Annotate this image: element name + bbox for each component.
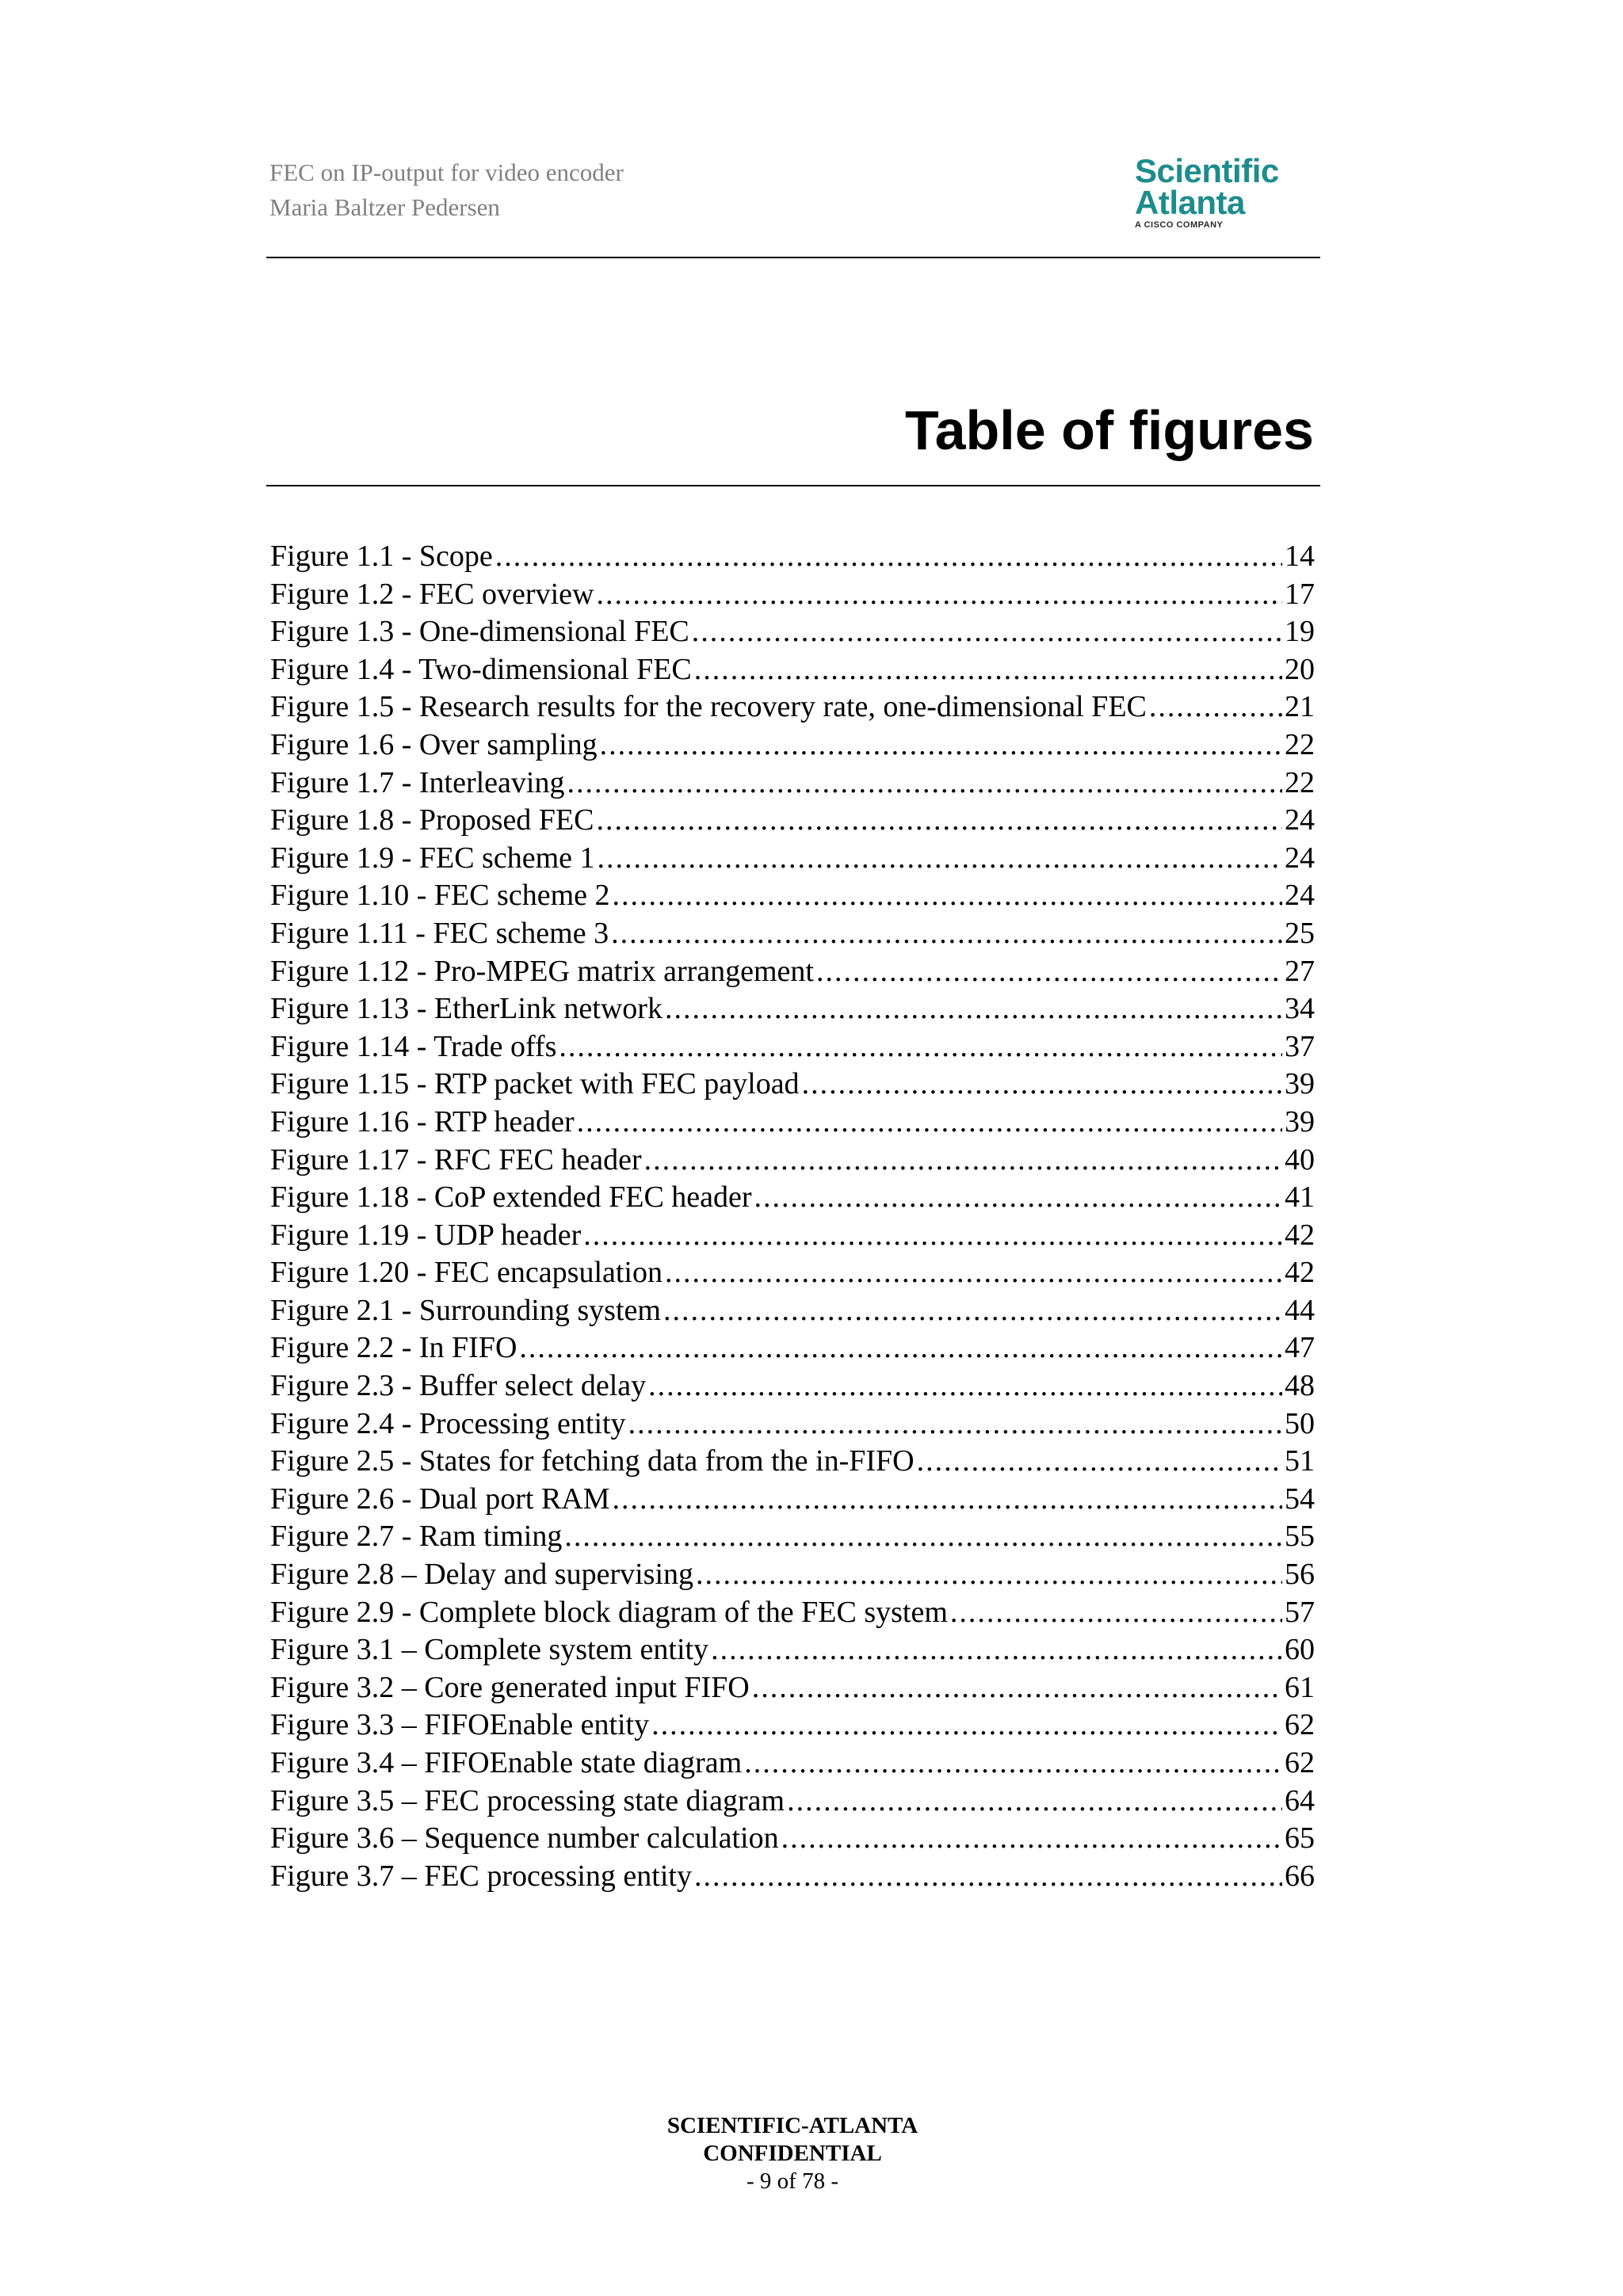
- toc-entry[interactable]: [270, 1518, 1315, 1556]
- toc-entry-label: Figure 3.6 – Sequence number calculation: [270, 1821, 779, 1855]
- toc-dot-leader: [787, 1783, 1282, 1821]
- toc-entry[interactable]: [270, 538, 1315, 576]
- toc-entry[interactable]: [270, 1669, 1315, 1707]
- page-title: Table of figures: [905, 399, 1314, 461]
- toc-entry-page-number: 22: [1285, 727, 1315, 761]
- toc-entry-page-number: 22: [1285, 765, 1315, 799]
- toc-dot-leader: [744, 1745, 1282, 1783]
- toc-entry-page-number: 65: [1285, 1821, 1315, 1855]
- toc-entry-label: Figure 2.4 - Processing entity: [270, 1406, 626, 1440]
- toc-entry-page-number: 56: [1285, 1558, 1315, 1592]
- toc-entry-page-number: 62: [1285, 1746, 1315, 1779]
- toc-entry-label: Figure 1.5 - Research results for the recovery rate, one-dimensional FEC: [270, 690, 1147, 724]
- toc-dot-leader: [665, 1254, 1282, 1292]
- toc-dot-leader: [559, 1028, 1282, 1066]
- toc-entry-label: Figure 3.5 – FEC processing state diagram: [270, 1783, 785, 1817]
- toc-dot-leader: [564, 1518, 1282, 1556]
- toc-entry[interactable]: [270, 1066, 1315, 1104]
- toc-entry-label: Figure 2.3 - Buffer select delay: [270, 1369, 647, 1403]
- toc-entry-label: Figure 3.4 – FIFOEnable state diagram: [270, 1746, 743, 1779]
- toc-entry-page-number: 20: [1285, 652, 1315, 686]
- toc-entry-page-number: 51: [1285, 1444, 1315, 1478]
- toc-entry[interactable]: [270, 1783, 1315, 1821]
- toc-entry-label: Figure 2.7 - Ram timing: [270, 1520, 563, 1554]
- logo-line-2: Atlanta: [1135, 184, 1245, 221]
- toc-dot-leader: [611, 915, 1282, 953]
- toc-entry-page-number: 54: [1285, 1482, 1315, 1516]
- toc-dot-leader: [917, 1443, 1282, 1481]
- toc-entry-page-number: 17: [1285, 577, 1315, 611]
- toc-dot-leader: [802, 1066, 1282, 1104]
- toc-dot-leader: [648, 1367, 1282, 1405]
- toc-dot-leader: [613, 877, 1282, 915]
- toc-dot-leader: [597, 802, 1283, 840]
- header-text: [269, 155, 624, 225]
- toc-dot-leader: [711, 1631, 1282, 1669]
- toc-entry[interactable]: [270, 765, 1315, 803]
- toc-entry-label: Figure 1.11 - FEC scheme 3: [270, 916, 609, 950]
- toc-entry-label: Figure 1.12 - Pro-MPEG matrix arrangement: [270, 954, 814, 988]
- toc-entry-label: Figure 3.2 – Core generated input FIFO: [270, 1670, 750, 1704]
- toc-dot-leader: [696, 1556, 1282, 1594]
- toc-entry[interactable]: [270, 576, 1315, 614]
- toc-entry[interactable]: [270, 1292, 1315, 1330]
- toc-entry-page-number: 61: [1285, 1670, 1315, 1704]
- toc-entry-page-number: 34: [1285, 992, 1315, 1026]
- toc-entry-page-number: 42: [1285, 1256, 1315, 1290]
- toc-entry[interactable]: [270, 1443, 1315, 1481]
- scientific-atlanta-logo: [1135, 152, 1317, 236]
- toc-entry-page-number: 48: [1285, 1369, 1315, 1403]
- toc-entry[interactable]: [270, 990, 1315, 1028]
- toc-entry-label: Figure 2.5 - States for fetching data from the in-FIFO: [270, 1444, 915, 1478]
- toc-entry-label: Figure 1.14 - Trade offs: [270, 1029, 557, 1063]
- toc-entry-label: Figure 1.17 - RFC FEC header: [270, 1142, 642, 1177]
- toc-entry-label: Figure 1.20 - FEC encapsulation: [270, 1256, 663, 1290]
- toc-entry-page-number: 19: [1285, 615, 1315, 649]
- table-of-figures-list: [270, 538, 1315, 1895]
- toc-entry[interactable]: [270, 877, 1315, 915]
- toc-entry-page-number: 40: [1285, 1142, 1315, 1177]
- author-name: Maria Baltzer Pedersen: [269, 193, 500, 221]
- page-header: [269, 152, 1317, 257]
- toc-entry-label: Figure 3.7 – FEC processing entity: [270, 1859, 692, 1893]
- toc-entry-page-number: 41: [1285, 1180, 1315, 1215]
- toc-dot-leader: [495, 538, 1282, 576]
- toc-entry-page-number: 25: [1285, 916, 1315, 950]
- toc-entry[interactable]: [270, 651, 1315, 689]
- toc-entry-page-number: 44: [1285, 1293, 1315, 1327]
- toc-entry[interactable]: [270, 840, 1315, 878]
- toc-entry-label: Figure 1.6 - Over sampling: [270, 727, 598, 761]
- toc-entry-label: Figure 2.6 - Dual port RAM: [270, 1482, 610, 1516]
- toc-dot-leader: [613, 1481, 1282, 1519]
- toc-dot-leader: [596, 576, 1282, 614]
- toc-entry[interactable]: [270, 1254, 1315, 1292]
- toc-entry[interactable]: [270, 915, 1315, 953]
- toc-dot-leader: [600, 727, 1282, 765]
- toc-entry-label: Figure 1.3 - One-dimensional FEC: [270, 615, 689, 649]
- toc-entry-page-number: 39: [1285, 1104, 1315, 1138]
- toc-entry-page-number: 57: [1285, 1595, 1315, 1629]
- toc-dot-leader: [598, 840, 1282, 878]
- toc-entry[interactable]: [270, 1820, 1315, 1858]
- toc-entry-page-number: 39: [1285, 1067, 1315, 1101]
- toc-entry-page-number: 66: [1285, 1859, 1315, 1893]
- toc-entry[interactable]: [270, 953, 1315, 991]
- footer-company: SCIENTIFIC-ATLANTA: [666, 2113, 918, 2138]
- toc-entry[interactable]: [270, 1594, 1315, 1632]
- toc-entry[interactable]: [270, 1631, 1315, 1669]
- toc-entry[interactable]: [270, 1104, 1315, 1142]
- toc-entry-label: Figure 1.9 - FEC scheme 1: [270, 841, 595, 875]
- toc-entry[interactable]: [270, 1481, 1315, 1519]
- toc-dot-leader: [628, 1405, 1282, 1444]
- toc-entry[interactable]: [270, 613, 1315, 651]
- toc-entry-page-number: 64: [1285, 1783, 1315, 1817]
- toc-entry-page-number: 50: [1285, 1406, 1315, 1440]
- toc-entry-label: Figure 2.8 – Delay and supervising: [270, 1558, 694, 1592]
- toc-entry-label: Figure 1.13 - EtherLink network: [270, 992, 663, 1026]
- toc-dot-leader: [583, 1217, 1282, 1255]
- toc-entry[interactable]: [270, 1179, 1315, 1217]
- toc-entry-page-number: 24: [1285, 803, 1315, 837]
- toc-entry-label: Figure 1.15 - RTP packet with FEC payload: [270, 1067, 800, 1101]
- toc-entry[interactable]: [270, 1329, 1315, 1367]
- toc-dot-leader: [1149, 688, 1282, 727]
- toc-entry-label: Figure 2.9 - Complete block diagram of the FEC system: [270, 1595, 948, 1629]
- logo-line-1: Scientific: [1135, 152, 1279, 189]
- toc-entry-label: Figure 1.10 - FEC scheme 2: [270, 879, 610, 913]
- header-divider: [266, 257, 1320, 258]
- toc-entry[interactable]: [270, 1028, 1315, 1066]
- toc-dot-leader: [577, 1104, 1282, 1142]
- toc-entry-page-number: 24: [1285, 879, 1315, 913]
- toc-dot-leader: [644, 1142, 1282, 1180]
- toc-dot-leader: [665, 990, 1282, 1028]
- toc-dot-leader: [950, 1594, 1282, 1632]
- toc-entry-page-number: 24: [1285, 841, 1315, 875]
- title-divider: [266, 485, 1320, 486]
- toc-dot-leader: [752, 1669, 1282, 1707]
- toc-dot-leader: [694, 1858, 1282, 1896]
- toc-entry-page-number: 42: [1285, 1218, 1315, 1252]
- toc-dot-leader: [651, 1707, 1282, 1745]
- toc-dot-leader: [754, 1179, 1282, 1217]
- toc-entry-page-number: 27: [1285, 954, 1315, 988]
- toc-entry[interactable]: [270, 1142, 1315, 1180]
- document-title: FEC on IP-output for video encoder: [269, 158, 624, 186]
- toc-entry-page-number: 37: [1285, 1029, 1315, 1063]
- toc-entry-page-number: 14: [1285, 540, 1315, 573]
- toc-dot-leader: [816, 953, 1282, 991]
- toc-dot-leader: [692, 613, 1282, 651]
- toc-entry-label: Figure 1.4 - Two-dimensional FEC: [270, 652, 692, 686]
- toc-dot-leader: [781, 1820, 1282, 1858]
- toc-entry-page-number: 47: [1285, 1331, 1315, 1365]
- toc-entry[interactable]: [270, 802, 1315, 840]
- toc-entry-label: Figure 3.3 – FIFOEnable entity: [270, 1708, 650, 1742]
- footer-confidential: CONFIDENTIAL: [703, 2141, 882, 2166]
- toc-entry-label: Figure 2.2 - In FIFO: [270, 1331, 517, 1365]
- toc-dot-leader: [694, 651, 1282, 689]
- toc-entry-label: Figure 1.8 - Proposed FEC: [270, 803, 594, 837]
- toc-entry-page-number: 55: [1285, 1520, 1315, 1554]
- toc-entry[interactable]: [270, 1367, 1315, 1405]
- toc-entry[interactable]: [270, 1745, 1315, 1783]
- toc-entry-page-number: 62: [1285, 1708, 1315, 1742]
- toc-dot-leader: [567, 765, 1282, 803]
- toc-entry[interactable]: [270, 1858, 1315, 1896]
- toc-entry-label: Figure 1.1 - Scope: [270, 540, 493, 573]
- toc-entry-page-number: 21: [1285, 690, 1315, 724]
- toc-entry-label: Figure 1.16 - RTP header: [270, 1104, 575, 1138]
- toc-entry[interactable]: [270, 1217, 1315, 1255]
- toc-entry-label: Figure 1.18 - CoP extended FEC header: [270, 1180, 752, 1215]
- toc-entry[interactable]: [270, 727, 1315, 765]
- toc-dot-leader: [663, 1292, 1282, 1330]
- toc-entry[interactable]: [270, 1405, 1315, 1444]
- toc-entry[interactable]: [270, 688, 1315, 727]
- page-number: - 9 of 78 -: [747, 2168, 838, 2194]
- toc-entry-label: Figure 1.19 - UDP header: [270, 1218, 582, 1252]
- toc-entry-label: Figure 3.1 – Complete system entity: [270, 1633, 709, 1667]
- toc-entry-label: Figure 2.1 - Surrounding system: [270, 1293, 661, 1327]
- toc-dot-leader: [519, 1329, 1282, 1367]
- toc-entry-page-number: 60: [1285, 1633, 1315, 1667]
- toc-entry-label: Figure 1.7 - Interleaving: [270, 765, 565, 799]
- logo-tagline: A CISCO COMPANY: [1135, 220, 1224, 230]
- toc-entry[interactable]: [270, 1707, 1315, 1745]
- toc-entry-label: Figure 1.2 - FEC overview: [270, 577, 594, 611]
- page-footer: [0, 2112, 1585, 2195]
- toc-entry[interactable]: [270, 1556, 1315, 1594]
